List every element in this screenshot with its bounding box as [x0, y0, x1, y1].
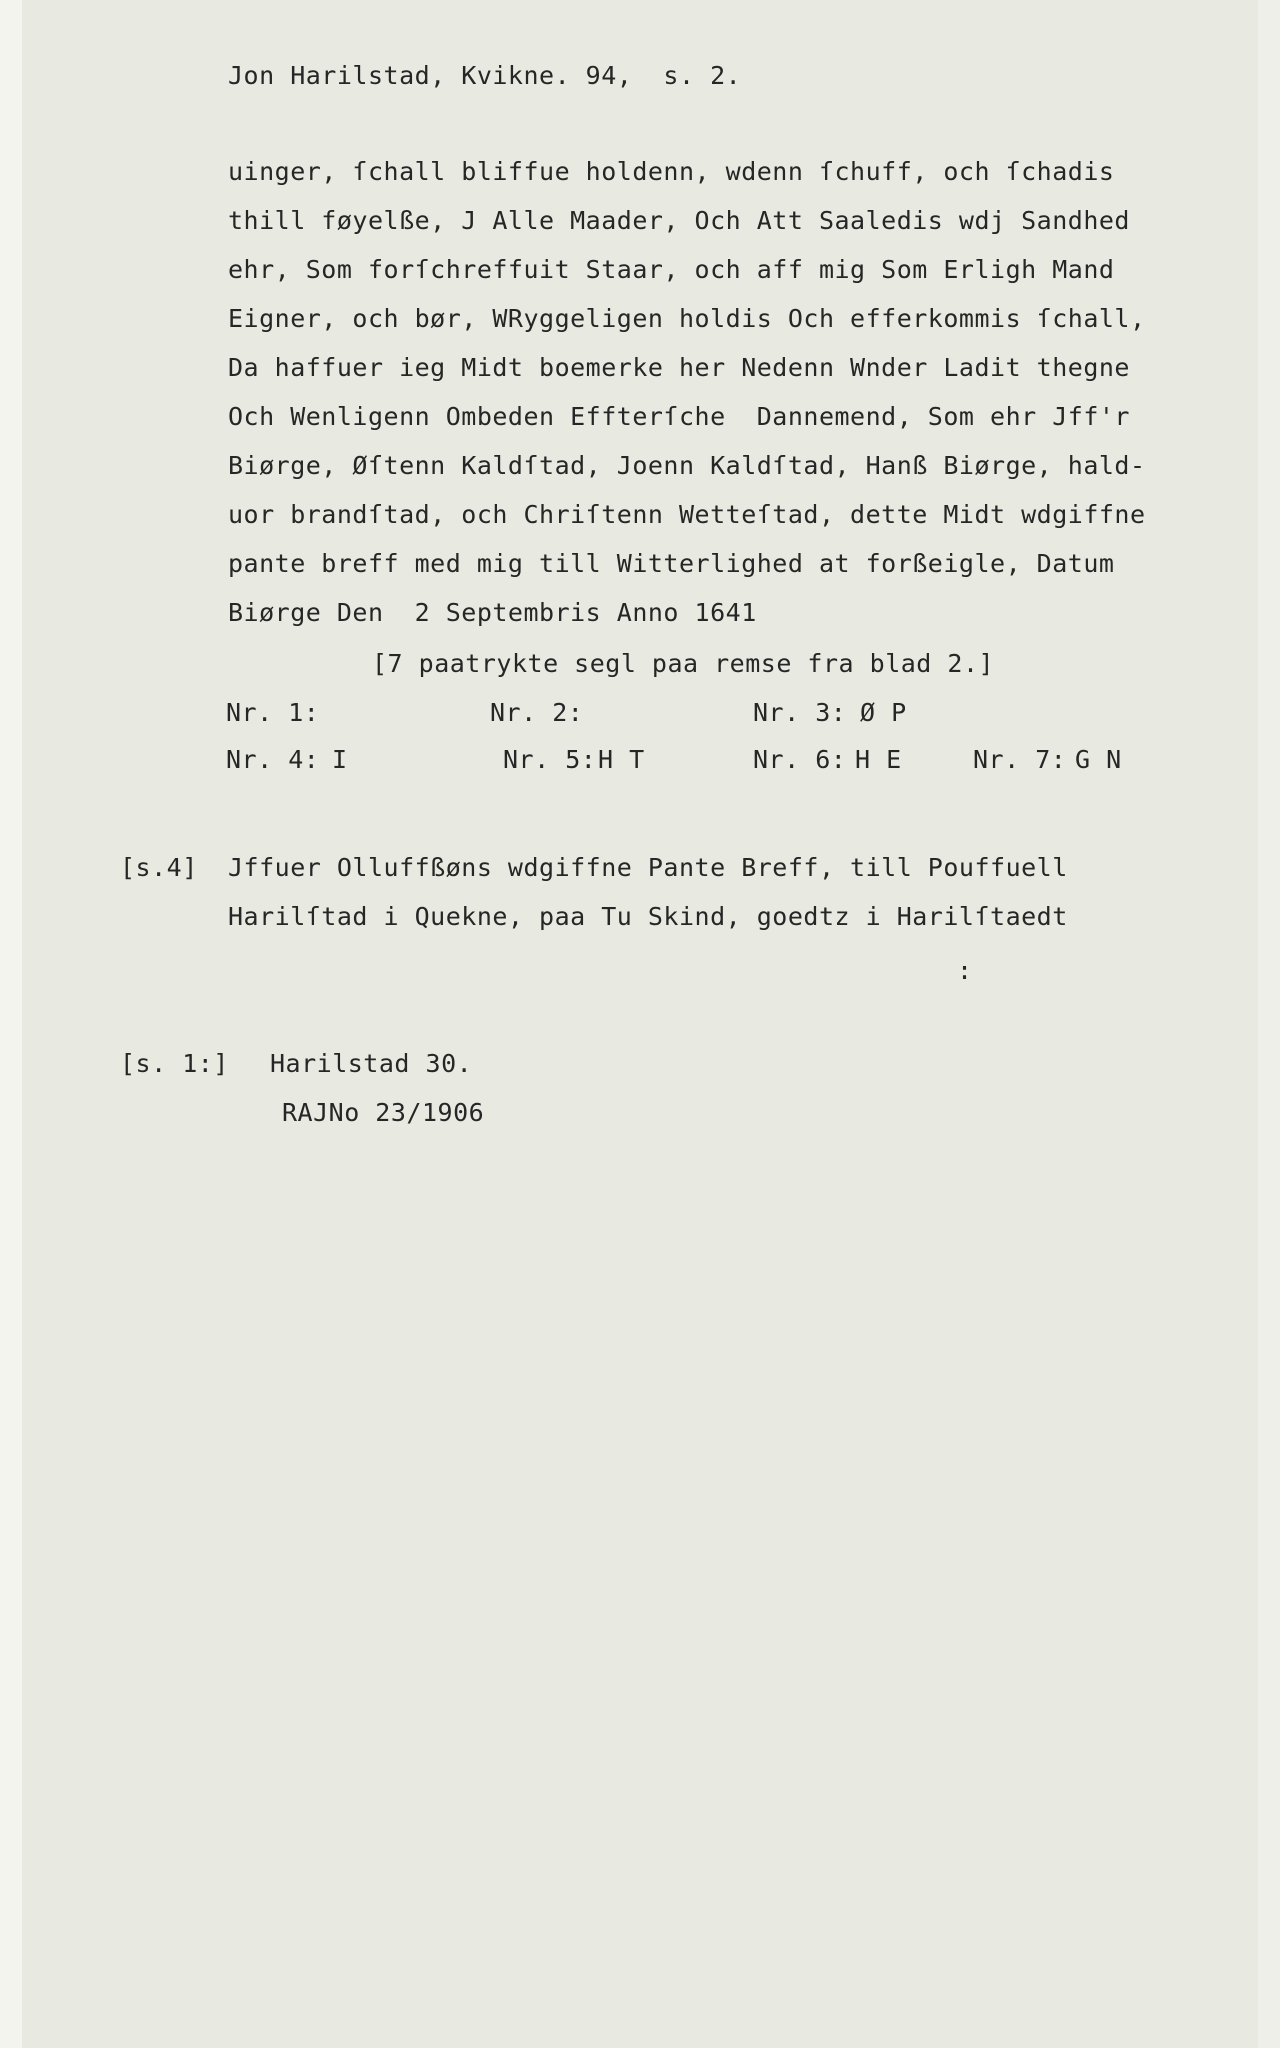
- section-1-line-1: Harilstad 30.: [270, 1049, 473, 1078]
- page-left-edge: [0, 0, 22, 2048]
- body-line-9: pante breff med mig till Witterlighed at forßeigle, Datum: [228, 549, 1115, 578]
- seal-7-value: G N: [1075, 745, 1122, 774]
- body-line-1: uinger, ſchall bliffue holdenn, wdenn ſchuff, och ſchadis: [228, 157, 1115, 186]
- body-line-10: Biørge Den 2 Septembris Anno 1641: [228, 598, 757, 627]
- seal-4-value: I: [332, 745, 348, 774]
- seal-6-value: H E: [855, 745, 902, 774]
- seal-4-label: Nr. 4:: [226, 745, 320, 774]
- seal-3-value: Ø P: [860, 698, 907, 727]
- section-1-margin: [s. 1:]: [120, 1049, 229, 1078]
- section-1-line-2: RAJNo 23/1906: [282, 1098, 485, 1127]
- body-line-7: Biørge, Øſtenn Kaldſtad, Joenn Kaldſtad, Hanß Biørge, hald-: [228, 451, 1146, 480]
- seal-1-label: Nr. 1:: [226, 698, 320, 727]
- body-line-8: uor brandſtad, och Chriſtenn Wetteſtad, dette Midt wdgiffne: [228, 500, 1146, 529]
- page-header: Jon Harilstad, Kvikne. 94, s. 2.: [228, 61, 742, 90]
- body-line-4: Eigner, och bør, WRyggeligen holdis Och efferkommis ſchall,: [228, 304, 1146, 333]
- section-4-margin: [s.4]: [120, 853, 198, 882]
- seal-6-label: Nr. 6:: [753, 745, 847, 774]
- body-line-6: Och Wenligenn Ombeden Effterſche Dannemend, Som ehr Jff'r: [228, 402, 1130, 431]
- seal-note: [7 paatrykte segl paa remse fra blad 2.]: [372, 649, 995, 678]
- seal-5-value: H T: [598, 745, 645, 774]
- section-4-line-1: Jffuer Olluffßøns wdgiffne Pante Breff, till Pouffuell: [228, 853, 1068, 882]
- body-line-2: thill føyelße, J Alle Maader, Och Att Saaledis wdj Sandhed: [228, 206, 1130, 235]
- page-right-edge: [1258, 0, 1280, 2048]
- section-4-line-2: Harilſtad i Quekne, paa Tu Skind, goedtz i Harilſtaedt: [228, 902, 1068, 931]
- seal-2-label: Nr. 2:: [490, 698, 584, 727]
- seal-7-label: Nr. 7:: [973, 745, 1067, 774]
- seal-3-label: Nr. 3:: [753, 698, 847, 727]
- section-4-colon: :: [957, 956, 973, 985]
- seal-5-label: Nr. 5:: [503, 745, 597, 774]
- body-line-5: Da haffuer ieg Midt boemerke her Nedenn Wnder Ladit thegne: [228, 353, 1130, 382]
- body-line-3: ehr, Som forſchreffuit Staar, och aff mig Som Erligh Mand: [228, 255, 1115, 284]
